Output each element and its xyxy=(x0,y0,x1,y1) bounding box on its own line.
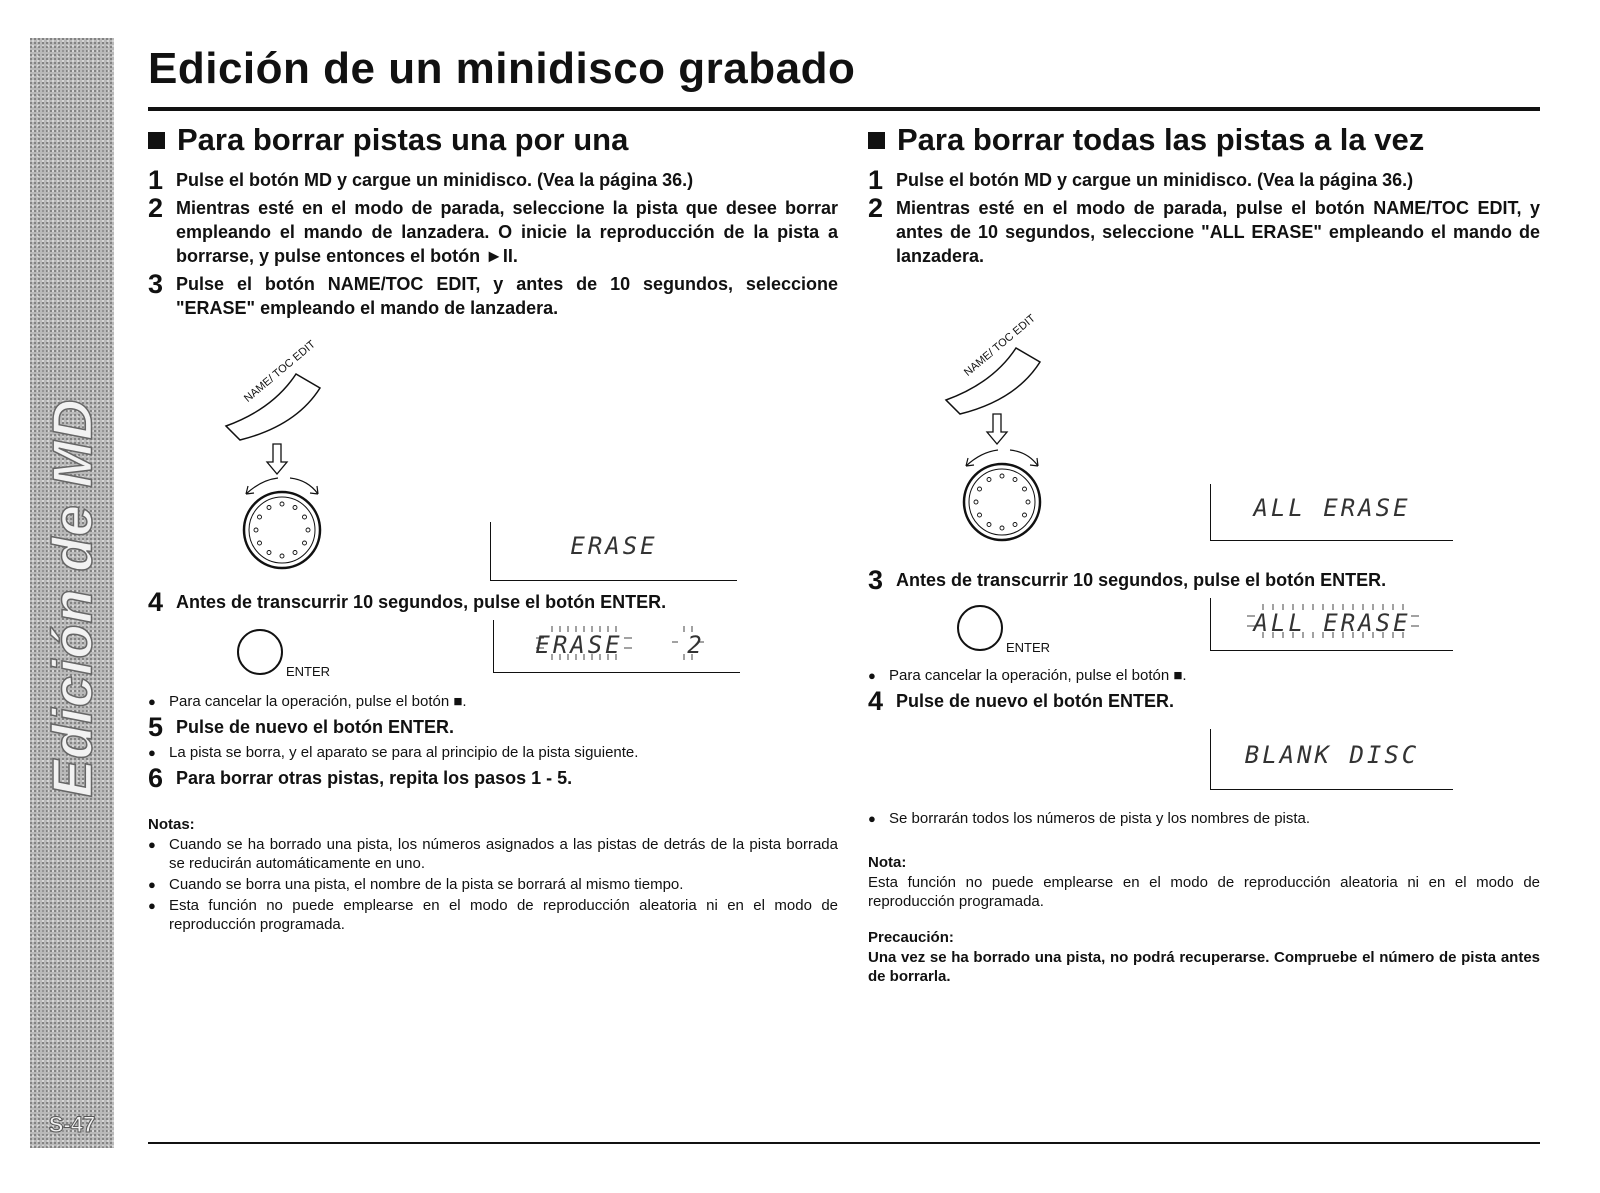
display-text: ALL ERASE xyxy=(1253,494,1411,522)
step-number: 5 xyxy=(148,712,164,742)
left-step-4 xyxy=(148,587,838,617)
step-number: 6 xyxy=(148,763,164,793)
display-erase xyxy=(490,522,737,581)
right-diagram-enter xyxy=(868,596,1540,664)
notes-heading: Notas: xyxy=(148,816,195,833)
button-label: NAME/ TOC EDIT xyxy=(242,338,318,405)
square-bullet-icon xyxy=(148,132,165,149)
enter-button-icon[interactable] xyxy=(956,602,1008,658)
bullet-text: Para cancelar la operación, pulse el botón ■. xyxy=(169,693,467,710)
button-label: NAME/ TOC EDIT xyxy=(962,312,1038,379)
down-arrow-icon xyxy=(265,442,289,476)
step-number: 1 xyxy=(868,165,884,195)
right-step-2 xyxy=(868,193,1540,268)
bullet-text: La pista se borra, y el aparato se para al principio de la pista siguiente. xyxy=(169,744,639,761)
step-number: 4 xyxy=(148,587,164,617)
side-tab xyxy=(30,38,114,1148)
step-text: Pulse de nuevo el botón ENTER. xyxy=(176,717,455,737)
left-diagram-enter xyxy=(148,618,838,690)
step-number: 2 xyxy=(868,193,884,223)
right-diagram-blank-disc xyxy=(868,717,1540,807)
left-step-1 xyxy=(148,165,838,195)
note-item xyxy=(148,835,838,873)
title-divider xyxy=(148,107,1540,111)
display-text: ERASE xyxy=(535,631,623,659)
bottom-divider xyxy=(148,1142,1540,1144)
right-step-3 xyxy=(868,565,1540,595)
step-number: 3 xyxy=(148,269,164,299)
step-text: Pulse el botón MD y cargue un minidisco. (Vea la página 36.) xyxy=(176,170,694,190)
step-text: Para borrar otras pistas, repita los pasos 1 - 5. xyxy=(176,768,573,788)
display-track-number: 2 xyxy=(687,631,705,659)
display-all-erase-flashing xyxy=(1210,598,1453,651)
enter-button-icon[interactable] xyxy=(236,626,288,682)
left-step-3 xyxy=(148,269,838,320)
bullet-text: Se borrarán todos los números de pista y los nombres de pista. xyxy=(889,810,1311,827)
note-text: Cuando se ha borrado una pista, los números asignados a las pistas de detrás de la pista borrada se reducirán automáticamente en uno. xyxy=(169,836,838,872)
step-text: Mientras esté en el modo de parada, pulse el botón NAME/TOC EDIT, y antes de 10 segundos, seleccione "ALL ERASE" empleando el mando de lanzadera. xyxy=(896,198,1540,266)
page-number: S-47 xyxy=(48,1112,96,1137)
name-toc-edit-button-icon xyxy=(218,334,328,444)
bullet-dot-icon: ● xyxy=(868,811,876,826)
note-text: Esta función no puede emplearse en el modo de reproducción aleatoria ni en el modo de reproducción programada. xyxy=(169,897,838,933)
left-step-6 xyxy=(148,763,838,793)
step-text: Pulse el botón MD y cargue un minidisco. (Vea la página 36.) xyxy=(896,170,1414,190)
right-heading-text: Para borrar todas las pistas a la vez xyxy=(897,122,1425,157)
bullet-text: Para cancelar la operación, pulse el botón ■. xyxy=(889,667,1187,684)
note-text: Esta función no puede emplearse en el modo de reproducción aleatoria ni en el modo de reproducción programada. xyxy=(868,874,1540,910)
left-section-heading xyxy=(148,122,838,158)
display-text: ERASE xyxy=(570,532,658,560)
left-step-2 xyxy=(148,193,838,268)
display-text: ALL ERASE xyxy=(1253,609,1411,637)
down-arrow-icon xyxy=(985,412,1009,446)
left-column xyxy=(148,122,838,936)
step-text: Antes de transcurrir 10 segundos, pulse el botón ENTER. xyxy=(176,592,667,612)
note-item xyxy=(148,875,838,894)
bullet-dot-icon: ● xyxy=(148,898,156,913)
precaution-text: Una vez se ha borrado una pista, no podrá recuperarse. Compruebe el número de pista antes de borrarla. xyxy=(868,949,1540,985)
step-number: 4 xyxy=(868,686,884,716)
right-diagram-all-erase xyxy=(868,272,1540,562)
enter-label: ENTER xyxy=(286,664,331,679)
bullet-dot-icon: ● xyxy=(868,668,876,683)
left-cancel-bullet xyxy=(148,692,838,711)
enter-label: ENTER xyxy=(1006,640,1051,655)
note-item xyxy=(148,896,838,934)
left-heading-text: Para borrar pistas una por una xyxy=(177,122,629,157)
name-toc-edit-button-icon xyxy=(938,308,1048,418)
right-step-4 xyxy=(868,686,1540,716)
right-column xyxy=(868,122,1540,986)
right-step-1 xyxy=(868,165,1540,195)
step-number: 3 xyxy=(868,565,884,595)
square-bullet-icon xyxy=(868,132,885,149)
step-text: Pulse de nuevo el botón ENTER. xyxy=(896,691,1175,711)
side-tab-title: Edición de MD xyxy=(40,398,104,798)
right-step4-bullet xyxy=(868,809,1540,828)
step-text: Antes de transcurrir 10 segundos, pulse el botón ENTER. xyxy=(896,570,1387,590)
bullet-dot-icon: ● xyxy=(148,877,156,892)
right-section-heading xyxy=(868,122,1540,158)
left-diagram-erase xyxy=(148,324,838,584)
bullet-dot-icon: ● xyxy=(148,694,156,709)
display-text: BLANK DISC xyxy=(1244,741,1420,769)
left-step-5 xyxy=(148,712,838,742)
left-step5-bullet xyxy=(148,743,838,762)
step-number: 2 xyxy=(148,193,164,223)
display-blank-disc xyxy=(1210,729,1453,790)
step-number: 1 xyxy=(148,165,164,195)
step-text: Mientras esté en el modo de parada, seleccione la pista que desee borrar empleando el mando de lanzadera. O inicie la reproducción de la pista a borrarse, y pulse entonces el botón ►II. xyxy=(176,198,838,266)
note-heading: Nota: xyxy=(868,854,907,871)
precaution-heading: Precaución: xyxy=(868,929,954,946)
display-erase-flashing xyxy=(493,620,740,673)
shuttle-dial-icon[interactable] xyxy=(226,472,336,572)
step-text: Pulse el botón NAME/TOC EDIT, y antes de 10 segundos, seleccione "ERASE" empleando el mando de lanzadera. xyxy=(176,274,838,318)
bullet-dot-icon: ● xyxy=(148,837,156,852)
note-text: Cuando se borra una pista, el nombre de la pista se borrará al mismo tiempo. xyxy=(169,876,684,893)
right-cancel-bullet xyxy=(868,666,1540,685)
display-all-erase xyxy=(1210,484,1453,541)
bullet-dot-icon: ● xyxy=(148,745,156,760)
shuttle-dial-icon[interactable] xyxy=(946,444,1056,544)
page-title: Edición de un minidisco grabado xyxy=(148,44,856,93)
